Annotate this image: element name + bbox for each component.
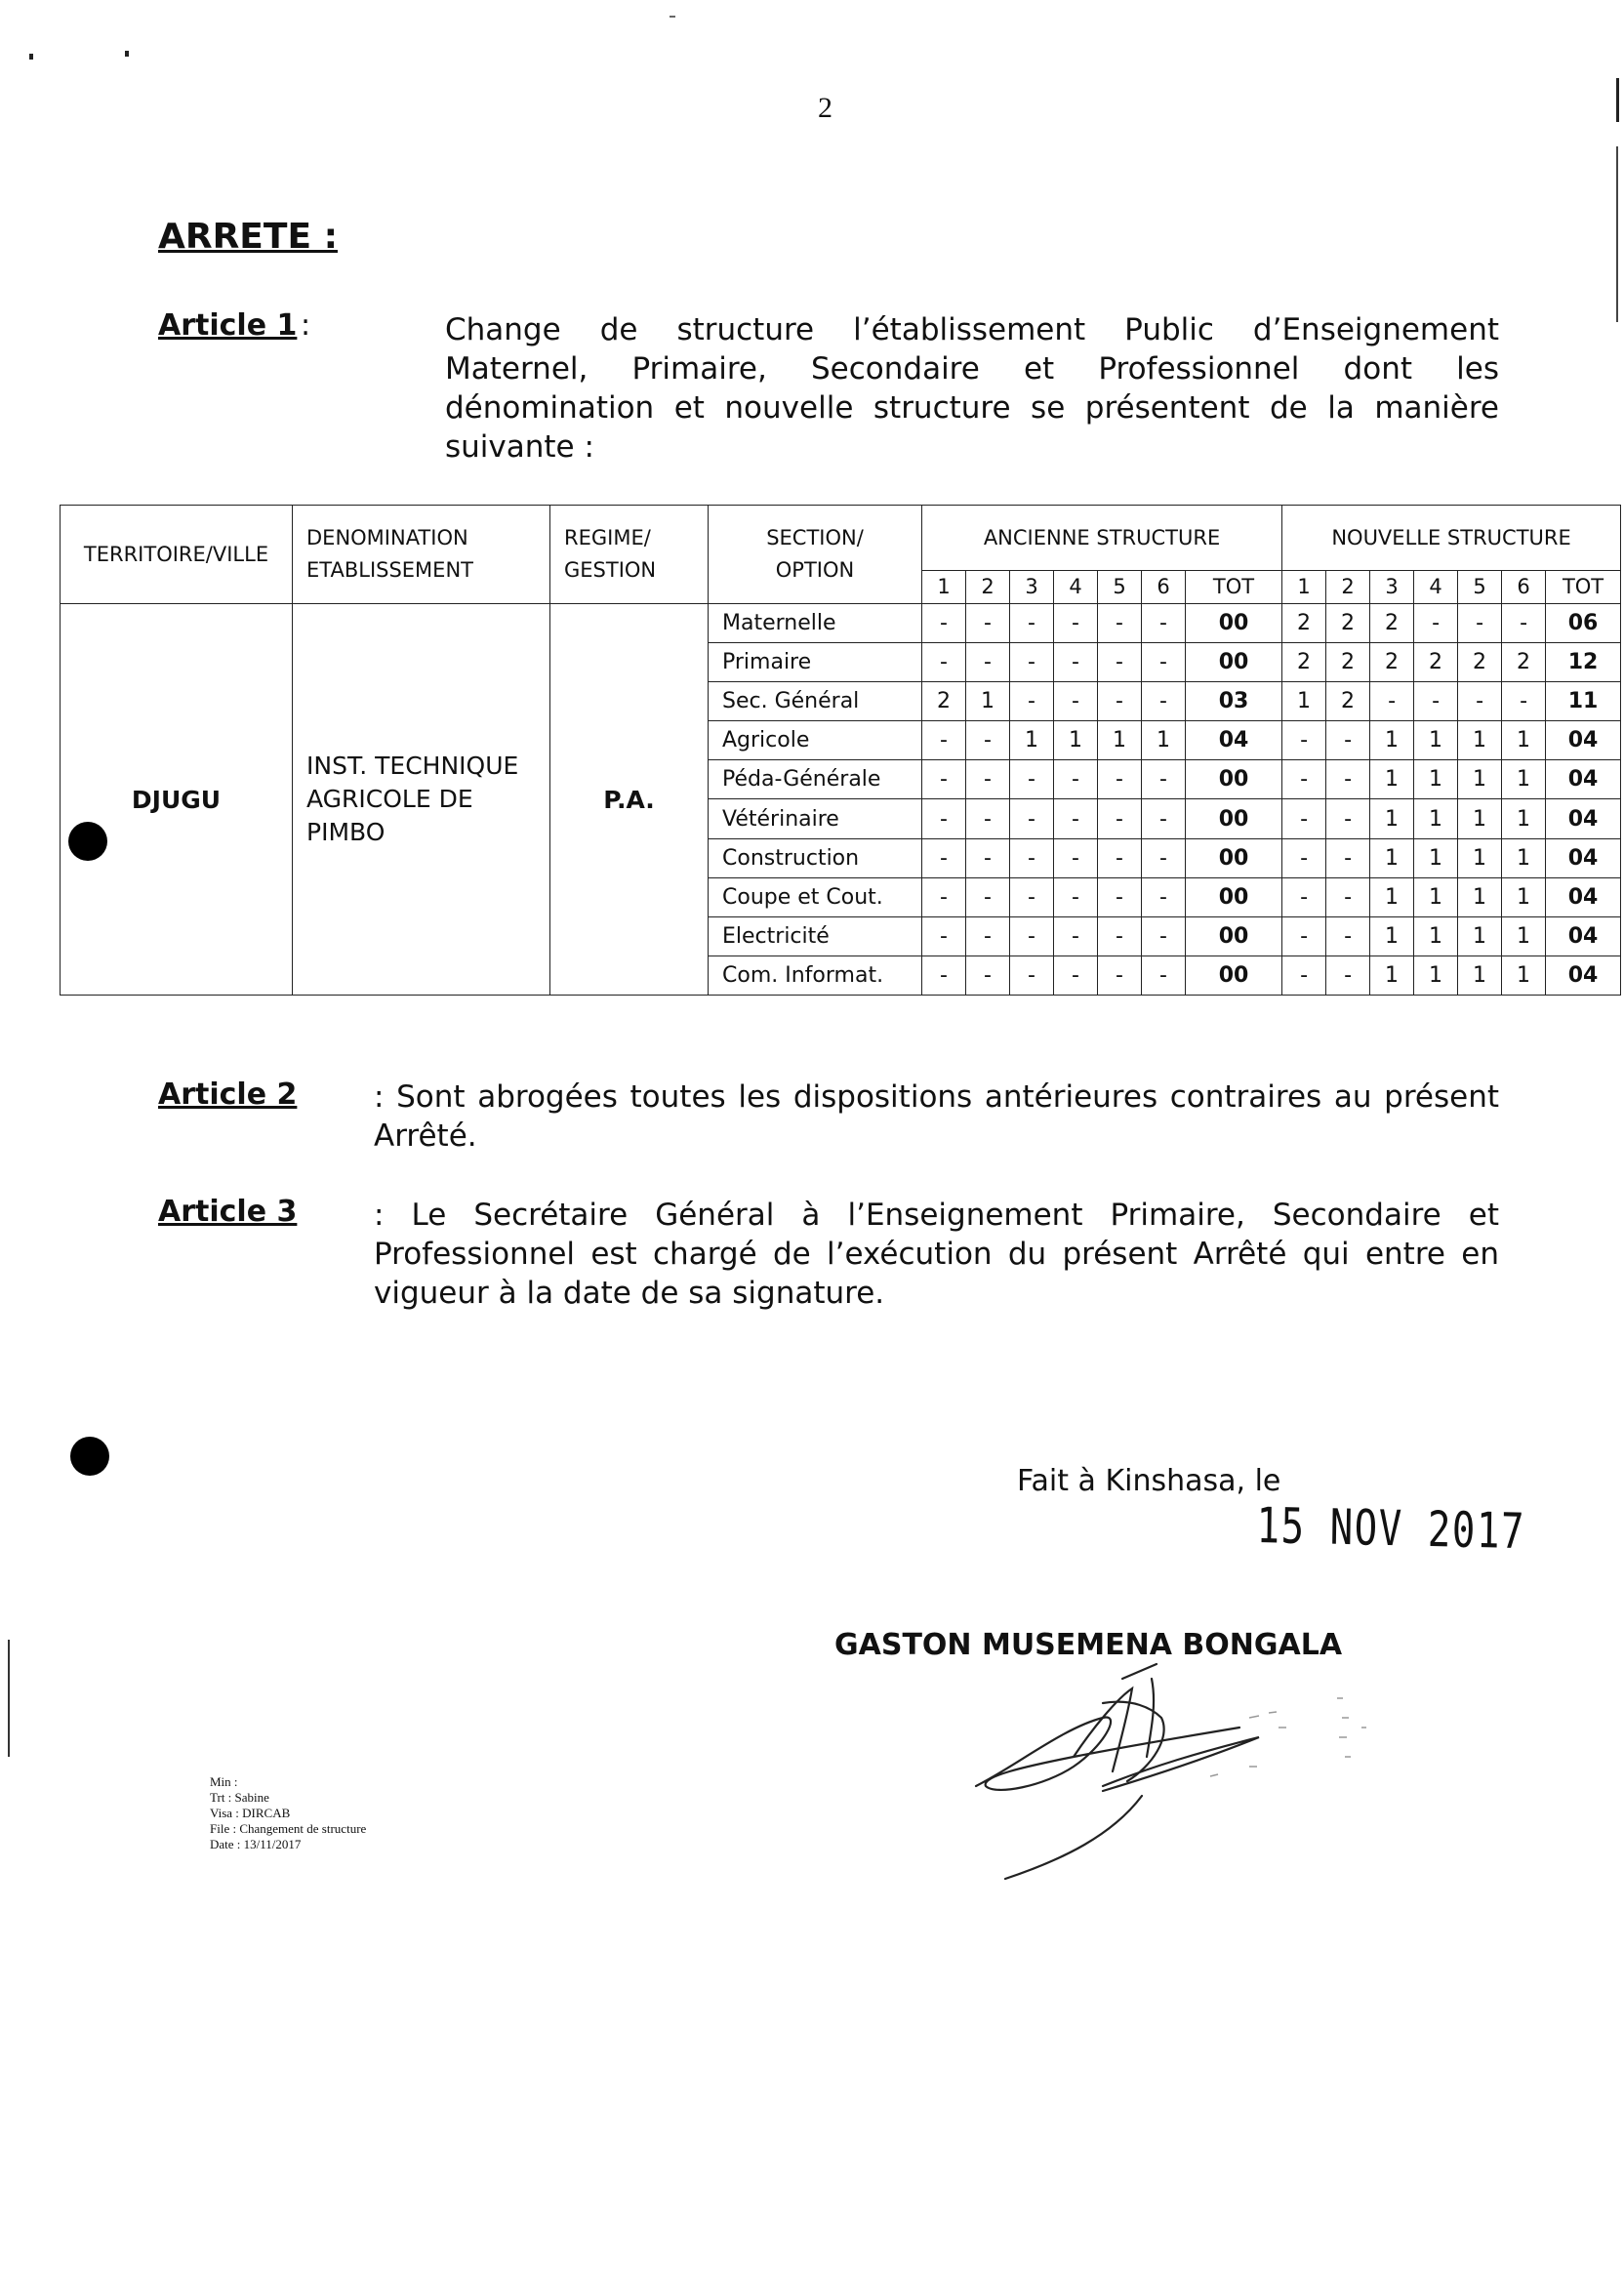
ancienne-cell: - bbox=[1010, 838, 1054, 877]
ancienne-cell: - bbox=[1010, 760, 1054, 799]
nouvelle-col-header: TOT bbox=[1546, 571, 1621, 604]
handwritten-signature bbox=[956, 1659, 1425, 1884]
nouvelle-cell: 1 bbox=[1502, 956, 1546, 995]
ancienne-cell: - bbox=[922, 838, 966, 877]
ancienne-cell: - bbox=[922, 877, 966, 916]
ancienne-cell: - bbox=[966, 877, 1010, 916]
nouvelle-cell: - bbox=[1282, 799, 1326, 838]
nouvelle-cell: - bbox=[1502, 682, 1546, 721]
nouvelle-total-cell: 04 bbox=[1546, 721, 1621, 760]
nouvelle-col-header: 1 bbox=[1282, 571, 1326, 604]
nouvelle-cell: - bbox=[1458, 604, 1502, 643]
nouvelle-cell: 2 bbox=[1326, 682, 1370, 721]
ancienne-cell: - bbox=[1098, 916, 1142, 956]
nouvelle-cell: - bbox=[1458, 682, 1502, 721]
nouvelle-cell: 1 bbox=[1370, 760, 1414, 799]
ancienne-cell: - bbox=[1054, 760, 1098, 799]
nouvelle-cell: 2 bbox=[1326, 604, 1370, 643]
article-2-text: : Sont abrogées toutes les dispositions antérieures contraires au présent Arrêté. bbox=[374, 1079, 1499, 1154]
table-row bbox=[61, 604, 1621, 643]
nouvelle-total-cell: 04 bbox=[1546, 760, 1621, 799]
footnote-line: Date : 13/11/2017 bbox=[210, 1837, 302, 1851]
nouvelle-cell: 2 bbox=[1370, 643, 1414, 682]
ancienne-col-header: 2 bbox=[966, 571, 1010, 604]
denomination-cell: INST. TECHNIQUE AGRICOLE DE PIMBO bbox=[293, 604, 550, 996]
nouvelle-cell: 1 bbox=[1282, 682, 1326, 721]
ancienne-cell: - bbox=[1142, 916, 1186, 956]
scan-edge-mark bbox=[8, 1640, 10, 1757]
ancienne-cell: - bbox=[1098, 682, 1142, 721]
ancienne-cell: - bbox=[1054, 799, 1098, 838]
ancienne-col-header: TOT bbox=[1186, 571, 1282, 604]
nouvelle-cell: 1 bbox=[1502, 799, 1546, 838]
nouvelle-cell: 1 bbox=[1414, 799, 1458, 838]
nouvelle-cell: 1 bbox=[1458, 916, 1502, 956]
nouvelle-total-cell: 11 bbox=[1546, 682, 1621, 721]
nouvelle-cell: 2 bbox=[1414, 643, 1458, 682]
nouvelle-cell: - bbox=[1282, 877, 1326, 916]
ancienne-cell: - bbox=[1098, 799, 1142, 838]
scan-speck bbox=[670, 16, 675, 18]
option-cell: Maternelle bbox=[709, 604, 922, 643]
nouvelle-cell: 1 bbox=[1370, 877, 1414, 916]
ancienne-cell: - bbox=[1142, 956, 1186, 995]
option-cell: Com. Informat. bbox=[709, 956, 922, 995]
ancienne-cell: - bbox=[966, 721, 1010, 760]
nouvelle-cell: 1 bbox=[1458, 721, 1502, 760]
nouvelle-cell: 2 bbox=[1326, 643, 1370, 682]
routing-footnote bbox=[210, 1774, 366, 1852]
nouvelle-col-header: 4 bbox=[1414, 571, 1458, 604]
nouvelle-cell: - bbox=[1282, 916, 1326, 956]
nouvelle-cell: - bbox=[1326, 838, 1370, 877]
ancienne-cell: - bbox=[1054, 916, 1098, 956]
nouvelle-cell: 1 bbox=[1370, 799, 1414, 838]
nouvelle-cell: - bbox=[1326, 877, 1370, 916]
nouvelle-cell: 2 bbox=[1282, 643, 1326, 682]
footnote-line: File : Changement de structure bbox=[210, 1821, 367, 1836]
option-cell: Construction bbox=[709, 838, 922, 877]
article-3-text: : Le Secrétaire Général à l’Enseignement Primaire, Secondaire et Professionnel est chargé de l’exécution du présent Arrêté qui entre en vigueur à la date de sa signature. bbox=[374, 1198, 1499, 1311]
ancienne-cell: - bbox=[1142, 682, 1186, 721]
ancienne-cell: - bbox=[1142, 604, 1186, 643]
nouvelle-cell: - bbox=[1282, 760, 1326, 799]
article-1-label: Article 1 bbox=[158, 308, 298, 343]
ancienne-cell: - bbox=[922, 916, 966, 956]
footnote-line: Min : bbox=[210, 1774, 238, 1789]
nouvelle-cell: 1 bbox=[1458, 838, 1502, 877]
ancienne-cell: - bbox=[1054, 643, 1098, 682]
nouvelle-cell: - bbox=[1282, 838, 1326, 877]
nouvelle-cell: - bbox=[1282, 721, 1326, 760]
header-denomination: DENOMINATION ETABLISSEMENT bbox=[293, 506, 550, 604]
ancienne-cell: - bbox=[1098, 643, 1142, 682]
nouvelle-cell: 1 bbox=[1502, 760, 1546, 799]
nouvelle-cell: 1 bbox=[1502, 916, 1546, 956]
header-ancienne-structure: ANCIENNE STRUCTURE bbox=[922, 506, 1282, 571]
ancienne-total-cell: 00 bbox=[1186, 838, 1282, 877]
territoire-cell: DJUGU bbox=[61, 604, 293, 996]
option-cell: Coupe et Cout. bbox=[709, 877, 922, 916]
nouvelle-cell: 1 bbox=[1414, 721, 1458, 760]
nouvelle-cell: 1 bbox=[1370, 916, 1414, 956]
ancienne-cell: 1 bbox=[1142, 721, 1186, 760]
header-territoire: TERRITOIRE/VILLE bbox=[61, 506, 293, 604]
ancienne-cell: - bbox=[922, 721, 966, 760]
ancienne-cell: 1 bbox=[1098, 721, 1142, 760]
ancienne-col-header: 5 bbox=[1098, 571, 1142, 604]
ancienne-cell: - bbox=[966, 956, 1010, 995]
ancienne-total-cell: 00 bbox=[1186, 916, 1282, 956]
ancienne-cell: - bbox=[1010, 604, 1054, 643]
ancienne-cell: - bbox=[1054, 956, 1098, 995]
nouvelle-cell: 1 bbox=[1414, 838, 1458, 877]
nouvelle-cell: - bbox=[1326, 916, 1370, 956]
header-regime: REGIME/ GESTION bbox=[550, 506, 709, 604]
article-2-label: Article 2 bbox=[158, 1078, 298, 1112]
nouvelle-total-cell: 04 bbox=[1546, 799, 1621, 838]
regime-cell: P.A. bbox=[550, 604, 709, 996]
ancienne-col-header: 4 bbox=[1054, 571, 1098, 604]
ancienne-cell: 1 bbox=[1010, 721, 1054, 760]
nouvelle-cell: 1 bbox=[1414, 956, 1458, 995]
option-cell: Electricité bbox=[709, 916, 922, 956]
ancienne-col-header: 1 bbox=[922, 571, 966, 604]
nouvelle-cell: - bbox=[1326, 760, 1370, 799]
punch-hole-mark bbox=[70, 1437, 109, 1476]
footnote-line: Trt : Sabine bbox=[210, 1790, 269, 1805]
ancienne-cell: - bbox=[1142, 799, 1186, 838]
nouvelle-cell: 1 bbox=[1458, 956, 1502, 995]
ancienne-col-header: 6 bbox=[1142, 571, 1186, 604]
ancienne-cell: - bbox=[1098, 877, 1142, 916]
nouvelle-cell: 1 bbox=[1458, 760, 1502, 799]
nouvelle-total-cell: 04 bbox=[1546, 838, 1621, 877]
nouvelle-total-cell: 04 bbox=[1546, 956, 1621, 995]
option-cell: Péda-Générale bbox=[709, 760, 922, 799]
nouvelle-col-header: 5 bbox=[1458, 571, 1502, 604]
article-1-colon: : bbox=[301, 308, 311, 343]
nouvelle-total-cell: 06 bbox=[1546, 604, 1621, 643]
nouvelle-cell: - bbox=[1370, 682, 1414, 721]
ancienne-cell: - bbox=[1010, 877, 1054, 916]
option-cell: Agricole bbox=[709, 721, 922, 760]
ancienne-cell: - bbox=[966, 838, 1010, 877]
nouvelle-total-cell: 04 bbox=[1546, 916, 1621, 956]
nouvelle-cell: 1 bbox=[1370, 721, 1414, 760]
ancienne-col-header: 3 bbox=[1010, 571, 1054, 604]
nouvelle-total-cell: 04 bbox=[1546, 877, 1621, 916]
header-nouvelle-structure: NOUVELLE STRUCTURE bbox=[1282, 506, 1621, 571]
ancienne-cell: - bbox=[1142, 877, 1186, 916]
nouvelle-cell: - bbox=[1326, 799, 1370, 838]
nouvelle-cell: 1 bbox=[1414, 916, 1458, 956]
place-of-signature: Fait à Kinshasa, le bbox=[1017, 1464, 1281, 1498]
ancienne-cell: - bbox=[922, 799, 966, 838]
nouvelle-cell: - bbox=[1414, 604, 1458, 643]
decree-heading: ARRETE : bbox=[158, 217, 338, 257]
ancienne-total-cell: 00 bbox=[1186, 604, 1282, 643]
ancienne-cell: - bbox=[1142, 760, 1186, 799]
nouvelle-cell: 2 bbox=[1370, 604, 1414, 643]
ancienne-cell: - bbox=[966, 916, 1010, 956]
ancienne-cell: - bbox=[966, 799, 1010, 838]
ancienne-total-cell: 00 bbox=[1186, 760, 1282, 799]
ancienne-cell: - bbox=[1010, 682, 1054, 721]
ancienne-cell: - bbox=[1054, 877, 1098, 916]
ancienne-total-cell: 00 bbox=[1186, 877, 1282, 916]
nouvelle-cell: 1 bbox=[1370, 956, 1414, 995]
nouvelle-cell: 1 bbox=[1502, 877, 1546, 916]
ancienne-cell: - bbox=[1054, 682, 1098, 721]
nouvelle-cell: - bbox=[1414, 682, 1458, 721]
ancienne-total-cell: 00 bbox=[1186, 799, 1282, 838]
ancienne-cell: - bbox=[966, 760, 1010, 799]
punch-hole-mark bbox=[68, 822, 107, 861]
ancienne-cell: - bbox=[1010, 799, 1054, 838]
ancienne-cell: - bbox=[1010, 956, 1054, 995]
ancienne-cell: 1 bbox=[1054, 721, 1098, 760]
nouvelle-cell: 1 bbox=[1502, 721, 1546, 760]
ancienne-cell: - bbox=[1098, 956, 1142, 995]
nouvelle-cell: 1 bbox=[1458, 877, 1502, 916]
ancienne-total-cell: 00 bbox=[1186, 643, 1282, 682]
nouvelle-cell: - bbox=[1326, 956, 1370, 995]
nouvelle-cell: 1 bbox=[1502, 838, 1546, 877]
option-cell: Vétérinaire bbox=[709, 799, 922, 838]
ancienne-cell: - bbox=[1142, 838, 1186, 877]
structure-table bbox=[60, 505, 1621, 996]
nouvelle-col-header: 3 bbox=[1370, 571, 1414, 604]
nouvelle-col-header: 2 bbox=[1326, 571, 1370, 604]
ancienne-cell: - bbox=[1142, 643, 1186, 682]
article-3-label: Article 3 bbox=[158, 1195, 298, 1229]
nouvelle-cell: - bbox=[1502, 604, 1546, 643]
nouvelle-cell: 2 bbox=[1502, 643, 1546, 682]
ancienne-cell: - bbox=[922, 956, 966, 995]
nouvelle-cell: - bbox=[1326, 721, 1370, 760]
ancienne-cell: - bbox=[966, 604, 1010, 643]
footnote-line: Visa : DIRCAB bbox=[210, 1806, 291, 1820]
ancienne-total-cell: 00 bbox=[1186, 956, 1282, 995]
ancienne-total-cell: 03 bbox=[1186, 682, 1282, 721]
option-cell: Primaire bbox=[709, 643, 922, 682]
ancienne-cell: 1 bbox=[966, 682, 1010, 721]
scan-speck bbox=[125, 51, 129, 57]
header-section: SECTION/ OPTION bbox=[709, 506, 922, 604]
nouvelle-cell: 2 bbox=[1282, 604, 1326, 643]
ancienne-total-cell: 04 bbox=[1186, 721, 1282, 760]
ancienne-cell: - bbox=[966, 643, 1010, 682]
ancienne-cell: - bbox=[1054, 604, 1098, 643]
ancienne-cell: - bbox=[1098, 838, 1142, 877]
nouvelle-col-header: 6 bbox=[1502, 571, 1546, 604]
scan-speck bbox=[29, 54, 33, 60]
ancienne-cell: 2 bbox=[922, 682, 966, 721]
option-cell: Sec. Général bbox=[709, 682, 922, 721]
ancienne-cell: - bbox=[1098, 760, 1142, 799]
nouvelle-cell: 1 bbox=[1414, 760, 1458, 799]
nouvelle-cell: 1 bbox=[1414, 877, 1458, 916]
scan-edge-mark bbox=[1616, 146, 1618, 322]
nouvelle-total-cell: 12 bbox=[1546, 643, 1621, 682]
ancienne-cell: - bbox=[922, 643, 966, 682]
scan-edge-mark bbox=[1616, 78, 1619, 122]
ancienne-cell: - bbox=[1098, 604, 1142, 643]
ancienne-cell: - bbox=[1010, 916, 1054, 956]
nouvelle-cell: - bbox=[1282, 956, 1326, 995]
nouvelle-cell: 2 bbox=[1458, 643, 1502, 682]
nouvelle-cell: 1 bbox=[1370, 838, 1414, 877]
article-1-text: Change de structure l’établissement Public d’Enseignement Maternel, Primaire, Secondaire et Professionnel dont les dénomination et nouvelle structure se présentent de la manière suivante : bbox=[445, 312, 1499, 465]
nouvelle-cell: 1 bbox=[1458, 799, 1502, 838]
date-stamp: 15 NOV 2017 bbox=[1256, 1497, 1526, 1561]
ancienne-cell: - bbox=[1010, 643, 1054, 682]
page-number: 2 bbox=[818, 92, 832, 124]
signer-name: GASTON MUSEMENA BONGALA bbox=[834, 1628, 1343, 1662]
ancienne-cell: - bbox=[1054, 838, 1098, 877]
ancienne-cell: - bbox=[922, 760, 966, 799]
ancienne-cell: - bbox=[922, 604, 966, 643]
